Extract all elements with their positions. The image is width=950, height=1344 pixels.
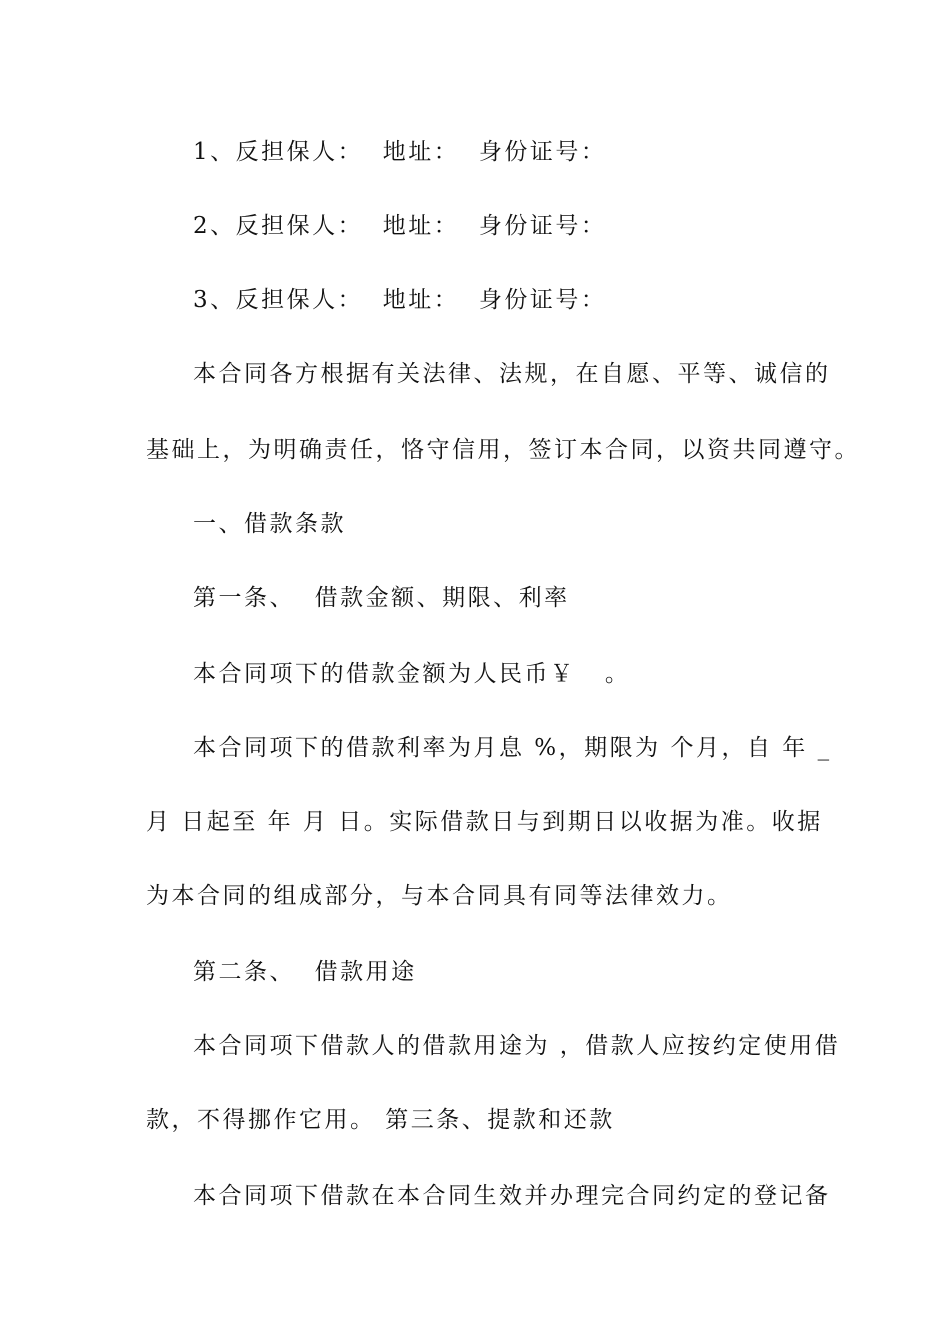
loan-purpose-line-1: 本合同项下借款人的借款用途为 ，借款人应按约定使用借: [193, 1033, 841, 1059]
counter-guarantor-3-line: 3、反担保人： 地址： 身份证号：: [193, 287, 607, 313]
drawdown-line-1: 本合同项下借款在本合同生效并办理完合同约定的登记备: [193, 1183, 831, 1209]
loan-purpose-line-2: 款，不得挪作它用。 第三条、提款和还款: [146, 1107, 615, 1133]
interest-term-line-1: 本合同项下的借款利率为月息 %，期限为 个月，自 年 _: [193, 735, 832, 761]
preamble-line-1: 本合同各方根据有关法律、法规，在自愿、平等、诚信的: [193, 361, 831, 387]
counter-guarantor-2-line: 2、反担保人： 地址： 身份证号：: [193, 213, 607, 239]
loan-amount-line: 本合同项下的借款金额为人民币￥ 。: [193, 661, 631, 687]
section-heading-loan-terms: 一、借款条款: [193, 511, 346, 537]
interest-term-line-3: 为本合同的组成部分，与本合同具有同等法律效力。: [146, 883, 733, 909]
counter-guarantor-1-line: 1、反担保人： 地址： 身份证号：: [193, 139, 607, 165]
interest-term-line-2: 月 日起至 年 月 日。实际借款日与到期日以收据为准。收据: [146, 809, 823, 835]
preamble-line-2: 基础上，为明确责任，恪守信用，签订本合同，以资共同遵守。: [146, 437, 860, 463]
article-1-heading: 第一条、 借款金额、期限、利率: [193, 585, 570, 611]
article-2-heading: 第二条、 借款用途: [193, 959, 417, 985]
